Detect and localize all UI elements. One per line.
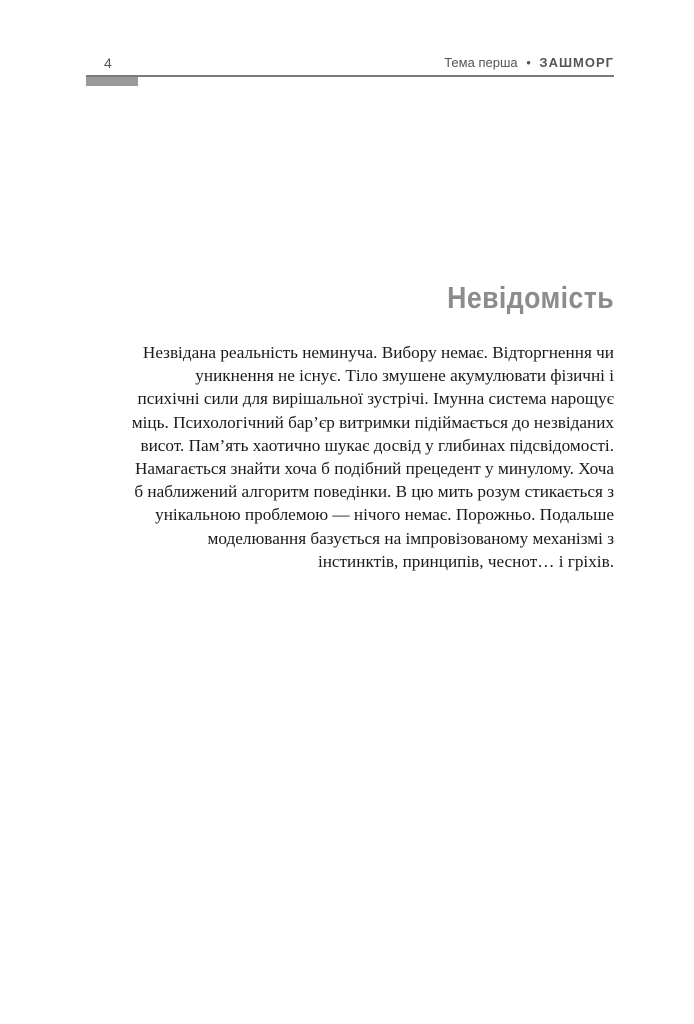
- running-head-separator: •: [526, 55, 531, 70]
- running-head-section: ЗАШМОРГ: [539, 55, 614, 70]
- paragraph-line: Намагається знайти хоча б подібний прецедент у минулому. Хоча: [135, 459, 614, 479]
- body-paragraph: [100, 341, 614, 573]
- paragraph-line: моделювання базується на імпровізованому механізмі з: [207, 528, 614, 548]
- paragraph-line: унікальною проблемою — нічого немає. Порожньо. Подальше: [155, 505, 614, 525]
- chapter-title: Невідомість: [447, 280, 614, 315]
- paragraph-line: уникнення не існує. Тіло змушене акумулювати фізичні і: [195, 366, 614, 386]
- paragraph-line: міць. Психологічний бар’єр витримки підіймається до незвіданих: [131, 412, 614, 432]
- header-rule: [86, 75, 614, 77]
- paragraph-line: інстинктів, принципів, чеснот… і гріхів.: [317, 551, 614, 571]
- running-head-topic: Тема перша: [444, 55, 518, 70]
- paragraph-line: психічні сили для вирішальної зустрічі. Імунна система нарощує: [137, 389, 614, 409]
- paragraph-line: Незвідана реальність неминуча. Вибору немає. Відторгнення чи: [142, 343, 614, 362]
- paragraph-line: б наближений алгоритм поведінки. В цю мить розум стикається з: [134, 482, 614, 502]
- page-number: 4: [104, 55, 112, 71]
- page-header: [86, 52, 614, 76]
- header-rule-tab: [86, 77, 138, 86]
- running-head: [444, 55, 614, 70]
- paragraph-line: висот. Пам’ять хаотично шукає досвід у глибинах підсвідомості.: [140, 435, 614, 455]
